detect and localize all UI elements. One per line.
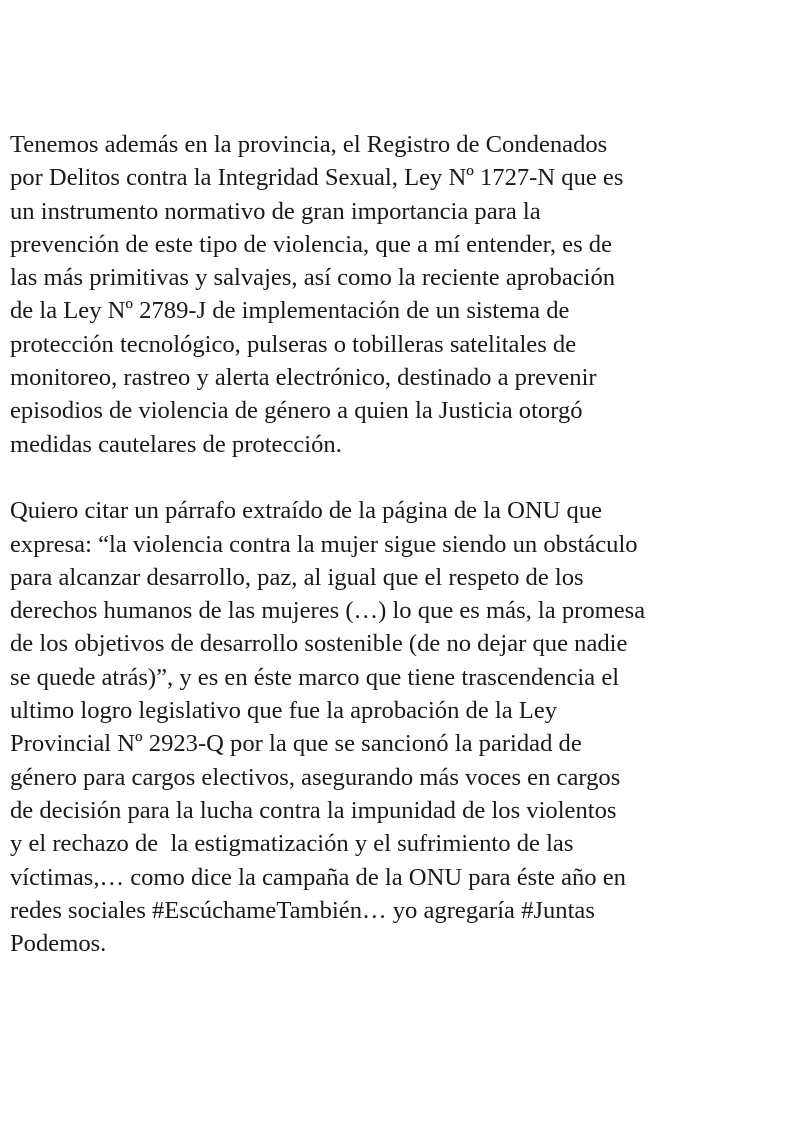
text-line: protección tecnológico, pulseras o tobilleras satelitales de [10, 330, 577, 358]
text-line: por Delitos contra la Integridad Sexual, Ley Nº 1727-N que es [10, 164, 624, 192]
text-line: de la Ley Nº 2789-J de implementación de un sistema de [10, 297, 570, 325]
text-line: expresa: “la violencia contra la mujer sigue siendo un obstáculo [10, 530, 638, 558]
document-body [10, 128, 790, 960]
text-line: monitoreo, rastreo y alerta electrónico, destinado a prevenir [10, 364, 597, 392]
text-line: derechos humanos de las mujeres (…) lo que es más, la promesa [10, 597, 646, 625]
text-line: ultimo logro legislativo que fue la aprobación de la Ley [10, 697, 558, 725]
text-line: prevención de este tipo de violencia, que a mí entender, es de [10, 230, 613, 258]
text-line: Podemos. [10, 930, 107, 958]
text-line: se quede atrás)”, y es en éste marco que tiene trascendencia el [10, 663, 620, 691]
text-line: Provincial Nº 2923-Q por la que se sancionó la paridad de [10, 730, 582, 758]
text-line: Tenemos además en la provincia, el Registro de Condenados [10, 131, 608, 158]
text-line: género para cargos electivos, asegurando más voces en cargos [10, 763, 621, 791]
text-line: redes sociales #EscúchameTambién… yo agregaría #Juntas [10, 896, 595, 924]
paragraph-gap [10, 461, 790, 494]
text-line: de decisión para la lucha contra la impunidad de los violentos [10, 796, 617, 824]
text-line: víctimas,… como dice la campaña de la ONU para éste año en [10, 863, 626, 891]
text-line: Quiero citar un párrafo extraído de la página de la ONU que [10, 497, 603, 525]
text-line: un instrumento normativo de gran importancia para la [10, 197, 541, 225]
text-line: las más primitivas y salvajes, así como la reciente aprobación [10, 264, 616, 292]
paragraph-registro-condenados [10, 128, 790, 461]
text-line: y el rechazo de la estigmatización y el sufrimiento de las [10, 830, 574, 858]
text-line: medidas cautelares de protección. [10, 430, 342, 458]
paragraph-cita-onu [10, 494, 790, 960]
text-line: episodios de violencia de género a quien la Justicia otorgó [10, 397, 583, 425]
text-line: de los objetivos de desarrollo sostenible (de no dejar que nadie [10, 630, 628, 658]
text-line: para alcanzar desarrollo, paz, al igual que el respeto de los [10, 563, 584, 591]
